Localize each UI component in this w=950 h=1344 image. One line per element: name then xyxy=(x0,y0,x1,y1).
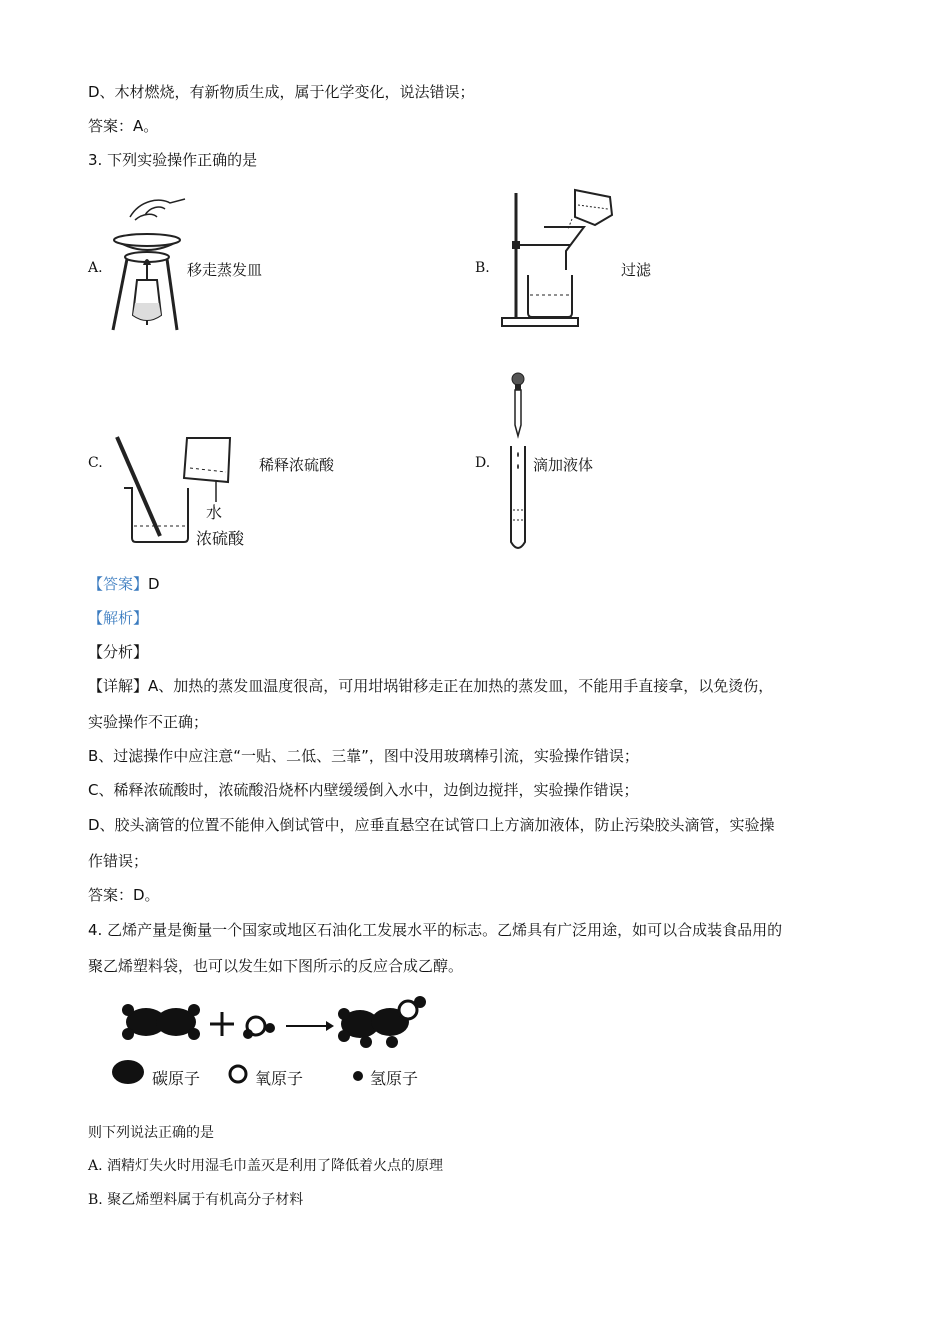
acid-label: 浓硫酸 xyxy=(196,529,245,548)
answer-tag: 【答案】 xyxy=(88,575,149,593)
evaporating-dish-figure xyxy=(105,195,190,335)
option-d-caption: 滴加液体 xyxy=(533,456,594,474)
option-d-letter: D. xyxy=(475,455,491,471)
jiexi-tag: 【解析】 xyxy=(88,609,149,627)
question-4-option-b: B. 聚乙烯塑料属于有机高分子材料 xyxy=(88,1192,304,1208)
option-a-caption: 移走蒸发皿 xyxy=(187,261,263,279)
explain-d-2: 作错误； xyxy=(88,852,149,870)
question-4-line-1: 4. 乙烯产量是衡量一个国家或地区石油化工发展水平的标志。乙烯具有广泛用途，如可以合成装食品用的 xyxy=(88,921,783,939)
option-b-letter: B. xyxy=(475,260,490,276)
answer-value: D xyxy=(148,575,160,593)
xiangjie-line-1 xyxy=(88,676,773,696)
question-4-option-a: A. 酒精灯失火时用湿毛巾盖灭是利用了降低着火点的原理 xyxy=(88,1158,444,1174)
fenxi-tag: 【分析】 xyxy=(88,643,149,661)
explain-b: B、过滤操作中应注意“一贴、二低、三靠”，图中没用玻璃棒引流，实验操作错误； xyxy=(88,747,639,765)
explain-d-1: D、胶头滴管的位置不能伸入倒试管中，应垂直悬空在试管口上方滴加液体，防止污染胶头滴管，实验操 xyxy=(88,816,775,834)
water-label: 水 xyxy=(206,503,223,522)
filtration-figure xyxy=(500,185,620,330)
option-c-caption: 稀释浓硫酸 xyxy=(259,456,335,474)
prev-answer-line: 答案：A。 xyxy=(88,117,159,135)
xiangjie-text-1: A、加热的蒸发皿温度很高，可用坩埚钳移走正在加热的蒸发皿，不能用手直接拿，以免烫伤， xyxy=(148,677,774,695)
option-b-caption: 过滤 xyxy=(621,261,652,279)
legend-oxygen: 氧原子 xyxy=(255,1069,304,1088)
legend-carbon: 碳原子 xyxy=(152,1069,201,1088)
legend-hydrogen: 氢原子 xyxy=(370,1069,419,1088)
option-c-letter: C. xyxy=(88,455,103,471)
option-a-letter: A. xyxy=(88,260,103,276)
explain-c: C、稀释浓硫酸时，浓硫酸沿烧杯内壁缓缓倒入水中，边倒边搅拌，实验操作错误； xyxy=(88,781,639,799)
dropper-figure xyxy=(505,370,535,555)
answer-3: 答案：D。 xyxy=(88,886,160,904)
xiangjie-tag: 【详解】 xyxy=(88,677,149,695)
question-4-ask: 则下列说法正确的是 xyxy=(88,1125,214,1141)
answer-line xyxy=(88,574,160,594)
question-4-line-2: 聚乙烯塑料袋，也可以发生如下图所示的反应合成乙醇。 xyxy=(88,957,464,975)
xiangjie-line-2: 实验操作不正确； xyxy=(88,713,209,731)
question-3-title: 3. 下列实验操作正确的是 xyxy=(88,151,258,169)
prev-answer-d-line: D、木材燃烧，有新物质生成，属于化学变化，说法错误； xyxy=(88,83,475,101)
